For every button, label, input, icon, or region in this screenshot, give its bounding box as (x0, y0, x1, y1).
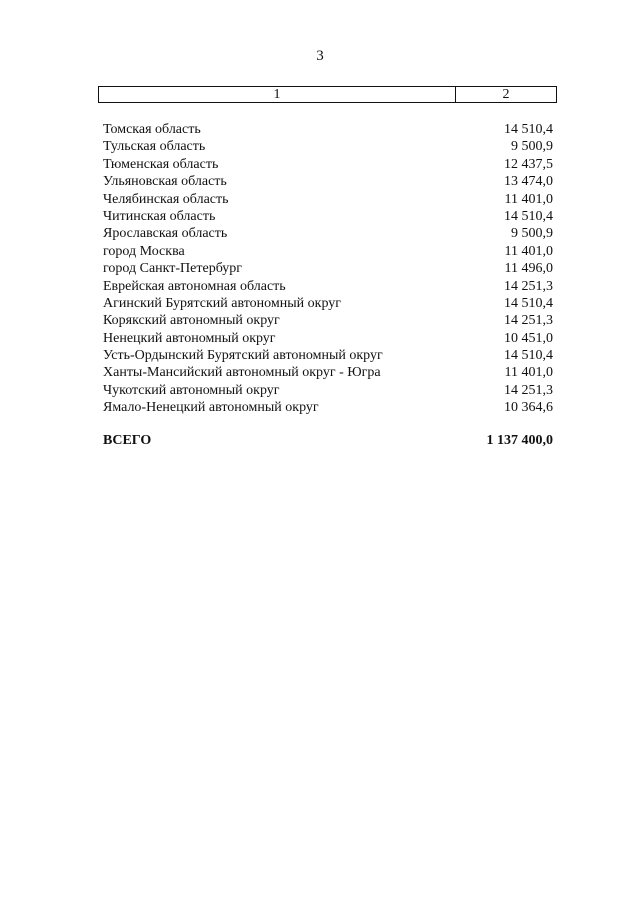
table-row (103, 347, 553, 364)
region-name: Еврейская автономная область (103, 278, 286, 294)
region-value: 14 251,3 (504, 382, 553, 398)
region-value: 11 401,0 (504, 365, 553, 381)
region-name: Усть-Ордынский Бурятский автономный округ (103, 348, 383, 364)
table-row (103, 191, 553, 208)
region-name: Челябинская область (103, 191, 229, 207)
region-name: Ярославская область (103, 226, 228, 242)
region-value: 13 474,0 (504, 174, 553, 190)
page-number: 3 (316, 48, 324, 64)
total-row (103, 432, 553, 450)
table-row (103, 330, 553, 347)
region-name: Читинская область (103, 208, 216, 224)
table-row (103, 173, 553, 190)
region-name: Ханты-Мансийский автономный округ - Югра (103, 365, 381, 381)
region-value: 14 510,4 (504, 348, 553, 364)
table-row (103, 278, 553, 295)
region-value: 9 500,9 (511, 226, 553, 242)
region-value: 14 510,4 (504, 295, 553, 311)
region-value: 14 251,3 (504, 313, 553, 329)
table-row (103, 225, 553, 242)
region-name: Ненецкий автономный округ (103, 330, 276, 346)
table-row (103, 399, 553, 416)
region-value: 11 401,0 (504, 191, 553, 207)
region-value: 10 451,0 (504, 330, 553, 346)
total-label: ВСЕГО (103, 433, 152, 448)
table-row (103, 382, 553, 399)
region-value: 14 510,4 (504, 122, 553, 137)
region-list (103, 121, 553, 417)
region-name: Тульская область (103, 139, 206, 155)
header-col-2: 2 (502, 87, 510, 102)
region-name: город Москва (103, 243, 185, 259)
region-name: Агинский Бурятский автономный округ (103, 295, 341, 311)
region-value: 10 364,6 (504, 400, 553, 416)
region-name: Корякский автономный округ (103, 313, 280, 329)
region-name: Ульяновская область (103, 174, 227, 190)
region-name: Томская область (103, 122, 201, 137)
total-value: 1 137 400,0 (486, 433, 553, 448)
region-value: 14 510,4 (504, 208, 553, 224)
table-row (103, 312, 553, 329)
region-value: 11 401,0 (504, 243, 553, 259)
table-row (103, 156, 553, 173)
table-row (103, 208, 553, 225)
table-row (103, 138, 553, 155)
region-value: 12 437,5 (504, 156, 553, 172)
header-col-1: 1 (99, 87, 456, 102)
table-row (103, 121, 553, 138)
table-row (103, 295, 553, 312)
region-name: Ямало-Ненецкий автономный округ (103, 400, 319, 416)
region-value: 11 496,0 (504, 261, 553, 277)
table-row (103, 260, 553, 277)
region-name: город Санкт-Петербург (103, 261, 243, 277)
region-value: 14 251,3 (504, 278, 553, 294)
region-value: 9 500,9 (511, 139, 553, 155)
region-name: Тюменская область (103, 156, 219, 172)
table-row (103, 364, 553, 381)
table-row (103, 243, 553, 260)
table-header (98, 86, 557, 103)
region-name: Чукотский автономный округ (103, 382, 280, 398)
